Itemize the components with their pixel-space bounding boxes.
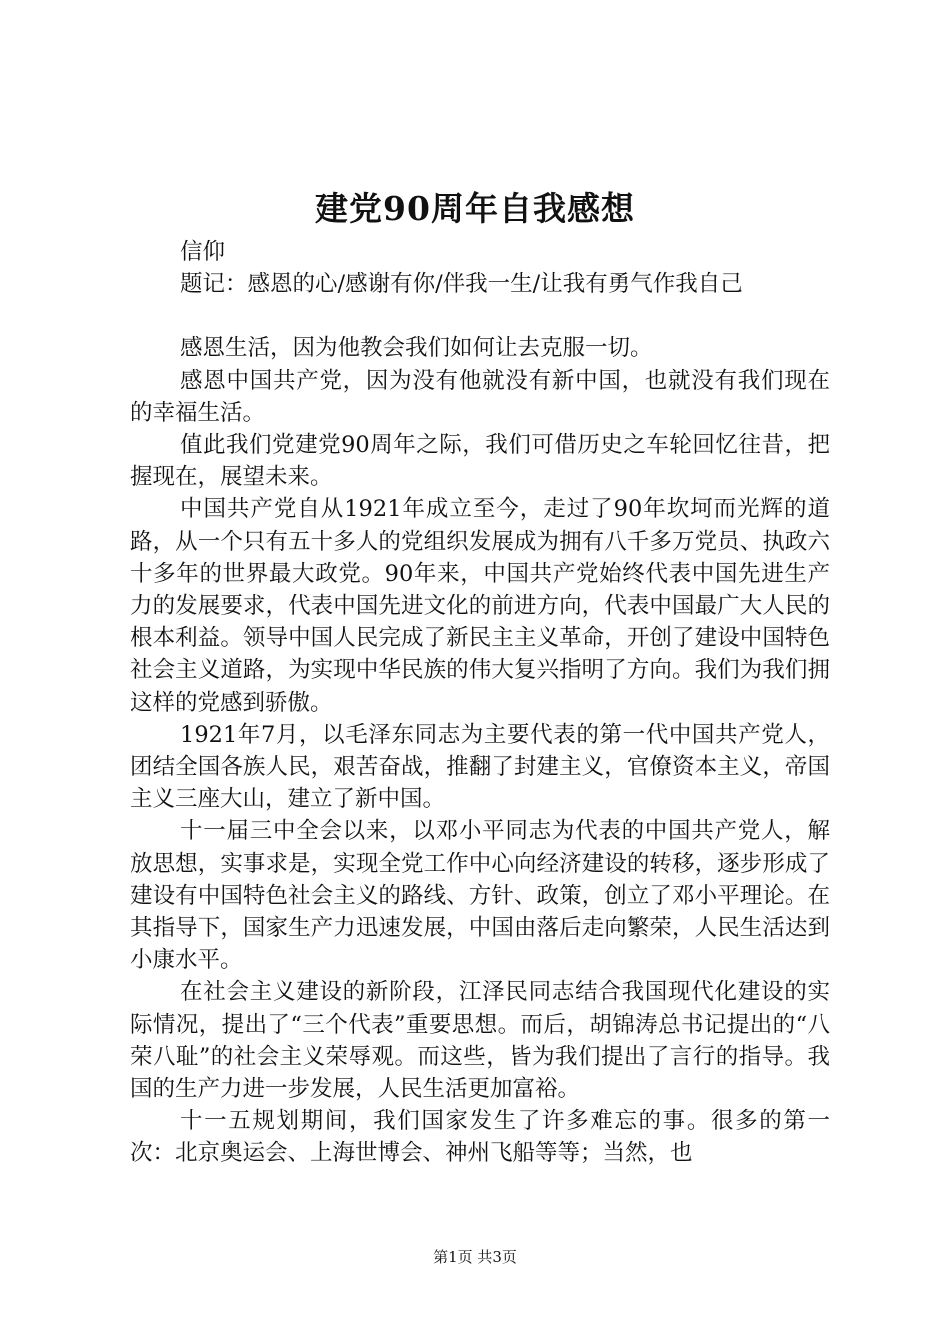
- paragraph-epigraph: 题记：感恩的心/感谢有你/伴我一生/让我有勇气作我自己: [180, 271, 743, 298]
- paragraph: 1921年7月，以毛泽东同志为主要代表的第一代中国共产党人，团结全国各族人民，艰苦奋战，推翻了封建主义，官僚资本主义，帝国主义三座大山，建立了新中国。: [130, 721, 830, 813]
- document-title: 建党90周年自我感想: [315, 189, 635, 228]
- blank-line: [130, 300, 830, 332]
- paragraph: 中国共产党自从1921年成立至今，走过了90年坎坷而光辉的道路，从一个只有五十多人的党组织发展成为拥有八千多万党员、执政六十多年的世界最大政党。90年来，中国共产党始终代表中国先进生产力的发展要求，代表中国先进文化的前进方向，代表中国最广大人民的根本利益。领导中国人民完成了新民主主义革命，开创了建设中国特色社会主义道路，为实现中华民族的伟大复兴指明了方向。我们为我们拥这样的党感到骄傲。: [130, 496, 830, 716]
- paragraph: 值此我们党建党90周年之际，我们可借历史之车轮回忆往昔，把握现在，展望未来。: [130, 432, 830, 491]
- paragraph: 十一届三中全会以来，以邓小平同志为代表的中国共产党人，解放思想，实事求是，实现全党工作中心向经济建设的转移，逐步形成了建设有中国特色社会主义的路线、方针、政策，创立了邓小平理论。在其指导下，国家生产力迅速发展，中国由落后走向繁荣，人民生活达到小康水平。: [130, 818, 830, 974]
- paragraph: 感恩中国共产党，因为没有他就没有新中国，也就没有我们现在的幸福生活。: [130, 367, 830, 426]
- paragraph: 十一五规划期间，我们国家发生了许多难忘的事。很多的第一次：北京奥运会、上海世博会、神州飞船等等；当然，也: [130, 1108, 830, 1167]
- paragraph-heading: 信仰: [180, 239, 226, 265]
- page-number-footer: 第1页 共3页: [433, 1248, 517, 1266]
- paragraph: 在社会主义建设的新阶段，江泽民同志结合我国现代化建设的实际情况，提出了“三个代表”重要思想。而后，胡锦涛总书记提出的“八荣八耻”的社会主义荣辱观。而这些，皆为我们提出了言行的指导。我国的生产力进一步发展，人民生活更加富裕。: [130, 979, 830, 1103]
- paragraph: 感恩生活，因为他教会我们如何让去克服一切。: [180, 335, 653, 362]
- document-body: [130, 236, 830, 1170]
